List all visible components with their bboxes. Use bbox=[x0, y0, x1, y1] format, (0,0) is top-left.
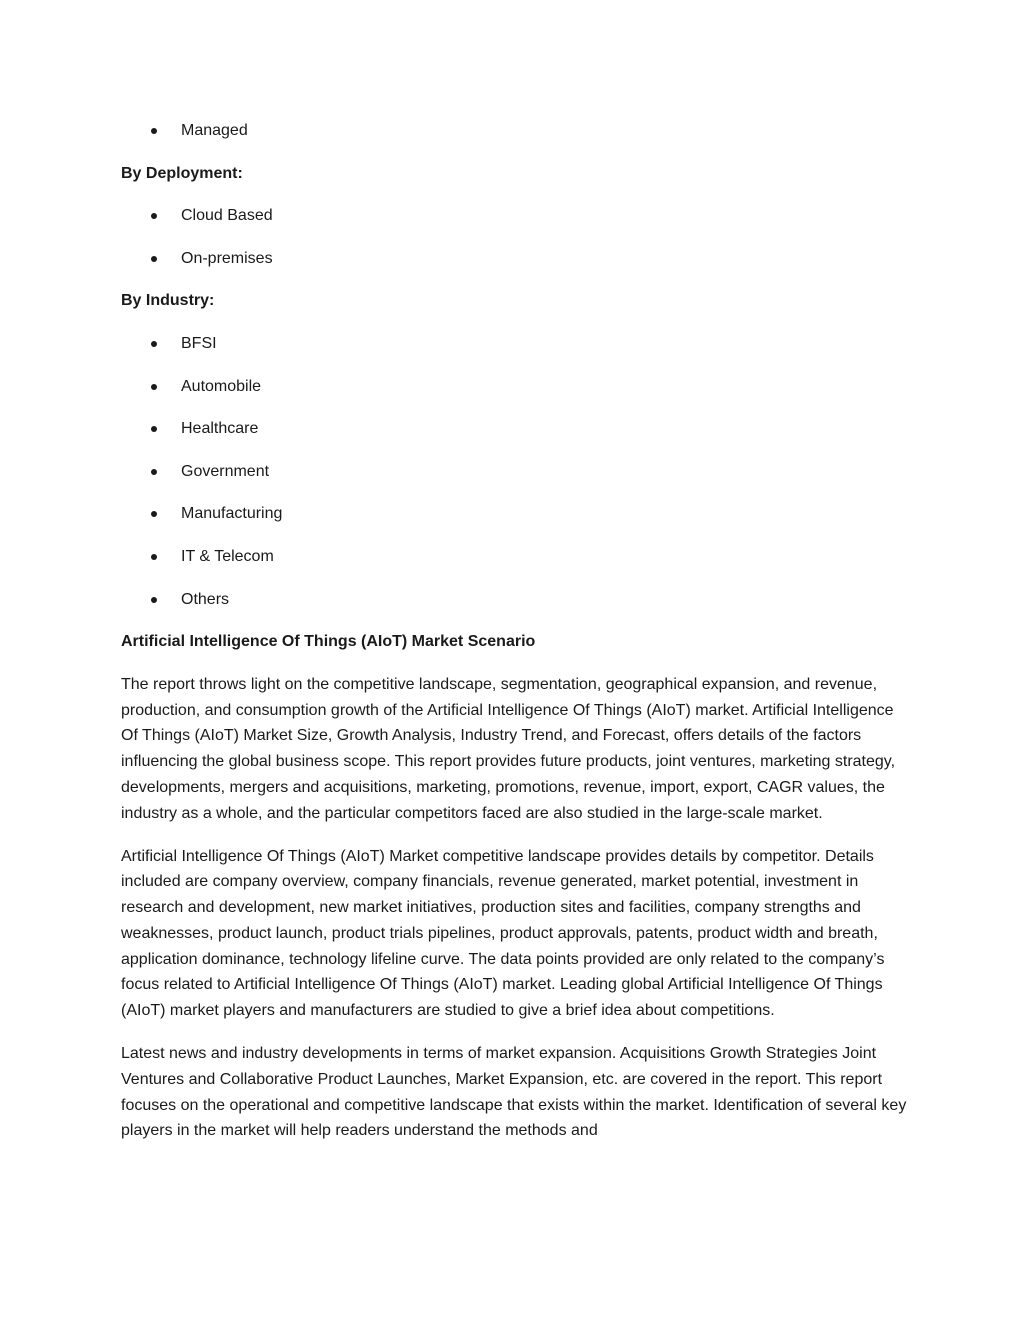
list-item: On-premises bbox=[121, 246, 907, 289]
deployment-heading: By Deployment: bbox=[121, 164, 243, 182]
list-item: BFSI bbox=[121, 331, 907, 374]
list-item: Government bbox=[121, 459, 907, 502]
list-item: Manufacturing bbox=[121, 501, 907, 544]
deployment-list bbox=[121, 203, 907, 288]
bullet-icon bbox=[151, 128, 157, 134]
segment-list-top bbox=[121, 118, 907, 161]
document-page bbox=[121, 118, 907, 1161]
news-developments-paragraph: Latest news and industry developments in terms of market expansion. Acquisitions Growth Strategies Joint Ventures and Collaborative Product Launches, Market Expansion, etc. are covered in the report. This report focuses on the operational and competitive landscape that exists within the market. Identification of several key players in the market will help readers understand the methods and bbox=[121, 1045, 907, 1140]
list-item: IT & Telecom bbox=[121, 544, 907, 587]
industry-list bbox=[121, 331, 907, 629]
list-item: Others bbox=[121, 587, 907, 630]
list-item: Automobile bbox=[121, 374, 907, 417]
bullet-icon bbox=[151, 469, 157, 475]
industry-heading: By Industry: bbox=[121, 292, 215, 310]
bullet-icon bbox=[151, 554, 157, 560]
bullet-icon bbox=[151, 511, 157, 517]
list-item: Cloud Based bbox=[121, 203, 907, 246]
competitive-landscape-paragraph: Artificial Intelligence Of Things (AIoT) Market competitive landscape provides details by competitor. Details included are company overview, company financials, revenue generated, market potential, investment in research and development, new market initiatives, production sites and facilities, company strengths and weaknesses, product launch, product trials pipelines, product approvals, patents, product width and breath, application dominance, technology lifeline curve. The data points provided are only related to the company’s focus related to Artificial Intelligence Of Things (AIoT) market. Leading global Artificial Intelligence Of Things (AIoT) market players and manufacturers are studied to give a brief idea about competitions. bbox=[121, 847, 885, 1020]
list-item: Managed bbox=[121, 118, 907, 161]
scenario-heading: Artificial Intelligence Of Things (AIoT) Market Scenario bbox=[121, 633, 536, 651]
bullet-icon bbox=[151, 597, 157, 603]
bullet-icon bbox=[151, 256, 157, 262]
scenario-paragraph: The report throws light on the competitive landscape, segmentation, geographical expansion, and revenue, production, and consumption growth of the Artificial Intelligence Of Things (AIoT) market. Artificial Intelligence Of Things (AIoT) Market Size, Growth Analysis, Industry Trend, and Forecast, offers details of the factors influencing the global business scope. This report provides future products, joint ventures, marketing strategy, developments, mergers and acquisitions, marketing, promotions, revenue, import, export, CAGR values, the industry as a whole, and the particular competitors faced are also studied in the large-scale market. bbox=[121, 675, 896, 822]
bullet-icon bbox=[151, 213, 157, 219]
bullet-icon bbox=[151, 341, 157, 347]
bullet-icon bbox=[151, 384, 157, 390]
bullet-icon bbox=[151, 426, 157, 432]
list-item: Healthcare bbox=[121, 416, 907, 459]
